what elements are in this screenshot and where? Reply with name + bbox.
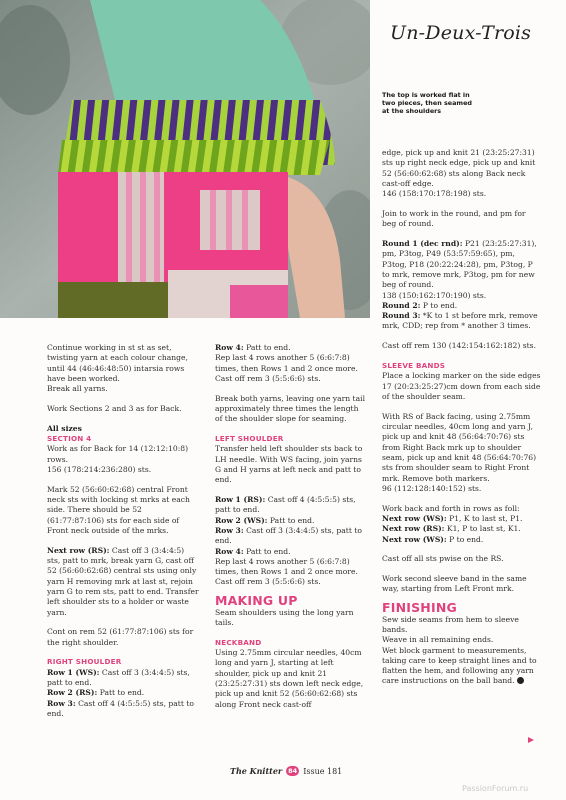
row-label: Row 4: xyxy=(215,343,244,352)
watermark: PassionForum.ru xyxy=(462,784,529,793)
row-instruction xyxy=(47,688,199,698)
page-footer xyxy=(230,766,342,776)
all-sizes-heading: All sizes xyxy=(47,423,82,433)
paragraph: Work back and forth in rows as foll: xyxy=(382,503,520,513)
paragraph: edge, pick up and knit 21 (23:25:27:31) sts up right neck edge, pick up and knit 52 (56:60:62:68) sts along Back neck cast-off edge. xyxy=(382,148,536,188)
round-label: Round 3: xyxy=(382,311,421,321)
row-label: Next row (WS): xyxy=(382,513,447,523)
row-text: P to end. xyxy=(446,534,484,544)
paragraph: Rep last 4 rows another 5 (6:6:7:8) times, then Rows 1 and 2 once more. xyxy=(215,556,358,577)
garment-photo xyxy=(0,0,370,318)
row-instruction xyxy=(47,668,199,689)
row-text: Patt to end. xyxy=(243,343,291,352)
paragraph: Cast off rem 3 (5:5:6:6) sts. xyxy=(215,577,321,587)
round-text: *K to 1 st before mrk, remove mrk, CDD; rep from * another 3 times. xyxy=(382,311,538,331)
finishing-text: Wet block garment to measurements, taking care to keep straight lines and to flatten the hem, and following any yarn care instructions on the ball band. xyxy=(382,645,537,686)
row-instruction xyxy=(215,516,365,526)
photo-caption: The top is worked flat in two pieces, then seamed at the shoulders xyxy=(382,91,472,115)
row-label: Row 1 (RS): xyxy=(215,495,266,505)
row-label: Row 3: xyxy=(47,698,76,708)
paragraph: Sew side seams from hem to sleeve bands. xyxy=(382,614,519,634)
row-instruction xyxy=(382,514,542,524)
row-label: Next row (RS): xyxy=(382,524,445,534)
paragraph: Cont on rem 52 (61:77:87:106) sts for the right shoulder. xyxy=(47,627,194,647)
row-instruction xyxy=(382,524,542,534)
row-text: K1, P to last st, K1. xyxy=(444,524,521,534)
paragraph: Cast off all sts pwise on the RS. xyxy=(382,554,504,564)
row-text: Patt to end. xyxy=(243,546,291,556)
text-column-1 xyxy=(47,343,199,719)
row-text: P1, K to last st, P1. xyxy=(446,513,523,523)
paragraph: Break both yarns, leaving one yarn tail approximately three times the length of the shoulder slope for seaming. xyxy=(215,393,365,424)
paragraph: Work second sleeve band in the same way, starting from Left Front mrk. xyxy=(382,574,527,594)
row-label: Row 3: xyxy=(215,525,244,535)
stitch-count: 146 (158:170:178:198) sts. xyxy=(382,189,487,199)
round-label: Round 1 (dec rnd): xyxy=(382,239,463,249)
neckband-heading: NECKBAND xyxy=(215,637,262,647)
row-text: Cast off 4 (4:5:5:5) sts, patt to end. xyxy=(47,698,194,718)
row-label: Row 1 (WS): xyxy=(47,667,100,677)
stitch-count: 96 (112:128:140:152) sts. xyxy=(382,483,482,493)
row-label: Row 2 (RS): xyxy=(47,688,98,698)
row-instruction xyxy=(215,526,365,547)
stitch-count: 156 (178:214:236:280) sts. xyxy=(47,464,152,474)
page-number: 84 xyxy=(288,767,298,775)
row-label: Row 2 (WS): xyxy=(215,515,268,525)
making-up-heading: MAKING UP xyxy=(215,592,298,608)
round-text: P21 (23:25:27:31), pm, P3tog, P49 (53:57:59:65), pm, P3tog, P18 (20:22:24:28), pm, P3tog, P to mrk, remove mrk, P3tog, pm for new beg of round. xyxy=(382,239,537,290)
right-shoulder-heading: RIGHT SHOULDER xyxy=(47,657,122,667)
paragraph: Cast off rem 3 (5:5:6:6) sts. xyxy=(215,373,321,383)
paragraph: Mark 52 (56:60:62:68) central Front neck sts with locking st mrks at each side. There should be 52 (61:77:87:106) sts for each side of Front neck outside of the mrks. xyxy=(47,484,190,535)
row-label: Next row (RS): xyxy=(47,545,110,555)
paragraph: Work Sections 2 and 3 as for Back. xyxy=(47,403,182,413)
sleeve-bands-heading: SLEEVE BANDS xyxy=(382,361,446,371)
round-label: Round 2: xyxy=(382,300,421,310)
row-instruction xyxy=(47,546,199,618)
paragraph: Break all yarns. xyxy=(47,384,108,394)
knitted-top-illustration xyxy=(0,0,370,318)
row-text: Cast off 3 (3:4:4:5) sts, patt to mrk, break yarn G, cast off 52 (56:60:62:68) central sts using only yarn H removing mrk at last st, rejoin yarn G to rem sts, patt to end. Transfer left shoulder sts to a holder or waste yarn. xyxy=(47,545,199,617)
text-column-3 xyxy=(382,148,542,687)
row-instruction xyxy=(215,547,365,557)
row-text: Patt to end. xyxy=(267,515,315,525)
paragraph: With RS of Back facing, using 2.75mm circular needles, 40cm long and yarn J, pick up and knit 48 (56:64:70:76) sts from Right Back mrk up to shoulder seam, pick up and knit 48 (56:64:70:76) sts from shoulder seam to Right Front mrk. Remove both markers. xyxy=(382,411,537,483)
paragraph: Join to work in the round, and pm for beg of round. xyxy=(382,208,526,229)
continue-arrow-icon xyxy=(528,737,534,743)
issue-number: Issue 181 xyxy=(303,766,343,776)
row-instruction xyxy=(215,495,365,516)
round-instruction xyxy=(382,311,542,332)
left-shoulder-heading: LEFT SHOULDER xyxy=(215,434,284,444)
paragraph: Using 2.75mm circular needles, 40cm long and yarn J, starting at left shoulder, pick up and knit 21 (23:25:27:31) sts down left neck edge, pick up and knit 52 (56:60:62:68) sts along Front neck cast-off xyxy=(215,648,364,709)
round-instruction xyxy=(382,239,542,290)
row-text: Cast off 3 (3:4:4:5) sts, patt to end. xyxy=(215,525,362,546)
paragraph: Seam shoulders using the long yarn tails. xyxy=(215,607,354,628)
paragraph xyxy=(382,646,542,687)
section-4-heading: SECTION 4 xyxy=(47,434,92,444)
row-instruction xyxy=(47,699,199,720)
round-instruction xyxy=(382,301,542,311)
row-label: Row 4: xyxy=(215,546,244,556)
row-instruction xyxy=(382,535,542,545)
row-instruction xyxy=(215,343,365,353)
row-text: Cast off 3 (3:4:4:5) sts, patt to end. xyxy=(47,667,190,688)
paragraph: Weave in all remaining ends. xyxy=(382,635,494,645)
text-column-2 xyxy=(215,343,365,710)
end-of-pattern-icon xyxy=(517,677,524,684)
row-label: Next row (WS): xyxy=(382,534,447,544)
round-text: P to end. xyxy=(420,300,458,310)
pattern-title: Un-Deux-Trois xyxy=(390,22,532,44)
paragraph: Continue working in st st as set, twisting yarn at each colour change, until 44 (46:46:48:50) intarsia rows have been worked. xyxy=(47,343,188,383)
magazine-name: The Knitter xyxy=(230,766,283,776)
paragraph: Transfer held left shoulder sts back to LH needle. With WS facing, join yarns G and H yarns at left neck and patt to end. xyxy=(215,444,363,485)
row-text: Cast off 4 (4:5:5:5) sts, patt to end. xyxy=(215,495,356,515)
paragraph: Place a locking marker on the side edges 17 (20:23:25:27)cm down from each side of the shoulder seam. xyxy=(382,371,541,401)
paragraph: Rep last 4 rows another 5 (6:6:7:8) times, then Rows 1 and 2 once more. xyxy=(215,353,358,373)
paragraph: Cast off rem 130 (142:154:162:182) sts. xyxy=(382,341,536,351)
finishing-heading: FINISHING xyxy=(382,599,457,615)
paragraph: Work as for Back for 14 (12:12:10:8) rows. xyxy=(47,444,189,464)
stitch-count: 138 (150:162:170:190) sts. xyxy=(382,290,487,300)
row-text: Patt to end. xyxy=(97,688,145,698)
